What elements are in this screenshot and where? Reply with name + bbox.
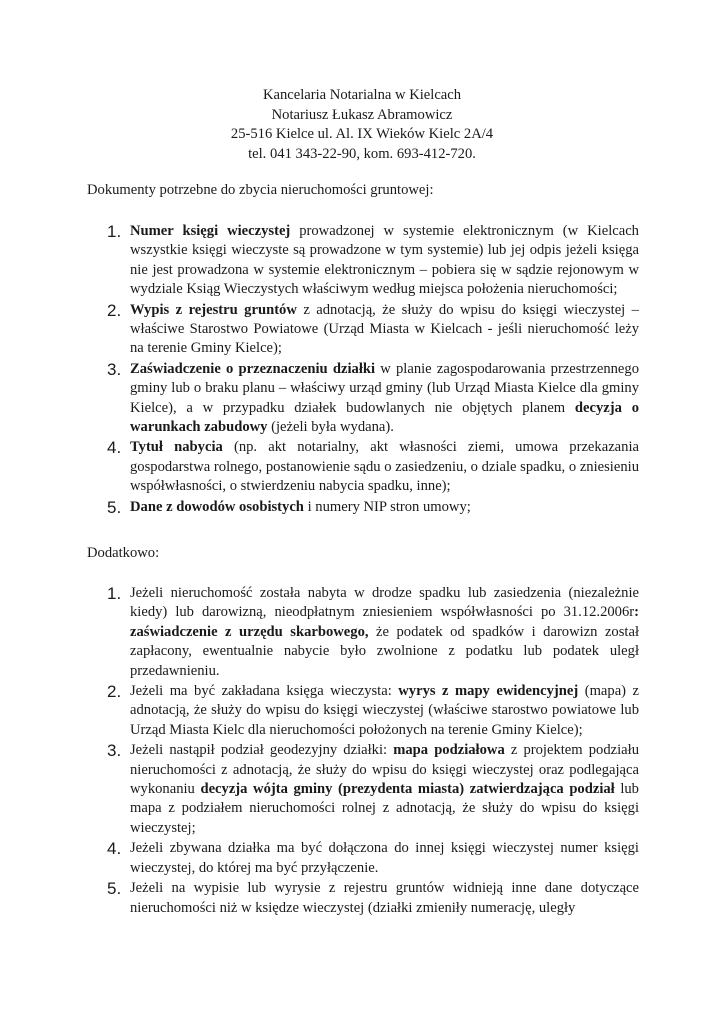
- required-document-item: [87, 222, 639, 300]
- bold-phrase: mapa podziałowa: [393, 742, 505, 759]
- additional-document-item: [87, 879, 639, 918]
- text-segment: prowadzonej w systemie elektronicznym (w Kielcach wszystkie księgi wieczyste są prowadzone w tym systemie) lub jej odpis jeżeli księga nie jest prowadzona w systemie elektronicznym – pobiera się w sądzie rejonowym w wydziale Ksiąg Wieczystych właściwym według miejsca położenia nieruchomości;: [130, 223, 639, 298]
- intro-text: Dokumenty potrzebne do zbycia nieruchomości gruntowej:: [87, 182, 434, 198]
- notary-name: Notariusz Łukasz Abramowicz: [271, 106, 453, 123]
- required-documents-list: [87, 222, 639, 518]
- list-item-text: [130, 741, 639, 838]
- list-item-number: 1.: [107, 222, 122, 241]
- list-item-number: 3.: [107, 741, 122, 761]
- text-segment: Jeżeli nastąpił podział geodezyjny działki:: [130, 742, 394, 759]
- office-address: 25-516 Kielce ul. Al. IX Wieków Kielc 2A/4: [230, 126, 494, 142]
- bold-phrase: Tytuł nabycia: [130, 439, 223, 456]
- list-item-number: 1.: [107, 584, 122, 603]
- text-segment: w planie zagospodarowania przestrzennego gminy lub o braku planu – właściwy urząd gminy (lub Urząd Miasta Kielce dla gminy Kielce), a w przypadku działek budowlanych nie objętych planem: [130, 360, 639, 416]
- text-segment: (np. akt notarialny, akt własności ziemi, umowa przekazania gospodarstwa rolnego, postanowienie sądu o zasiedzeniu, o dziale spadku, o zniesieniu współwłasności, o stwierdzeniu nabycia spadku, inne);: [130, 439, 639, 495]
- letterhead: [0, 86, 724, 164]
- bold-phrase: decyzja o warunkach zabudowy: [130, 399, 639, 436]
- text-segment: lub mapa z podziałem nieruchomości rolnej z adnotacją, że służy do wpisu do księgi wieczystej;: [130, 781, 639, 836]
- list-item-number: 4.: [107, 438, 122, 458]
- bold-phrase: : zaświadczenie z urzędu skarbowego,: [130, 604, 639, 640]
- text-segment: że podatek od spadków i darowizn został zapłacony, ewentualnie nabycie było zwolnione z podatku lub podatek uległ przedawnieniu.: [130, 623, 639, 679]
- required-document-item: [87, 360, 639, 438]
- text-segment: Jeżeli nieruchomość została nabyta w drodze spadku lub zasiedzenia (niezależnie kiedy) lub darowizną, nieodpłatnym zniesieniem współwłasności po 31.12.2006r: [130, 585, 639, 621]
- bold-phrase: Zaświadczenie o przeznaczeniu działki: [130, 360, 376, 377]
- office-name: Kancelaria Notarialna w Kielcach: [262, 87, 462, 103]
- required-document-item: [87, 498, 639, 517]
- text-segment: Jeżeli ma być zakładana księga wieczysta:: [130, 683, 399, 700]
- additional-document-item: [87, 584, 639, 681]
- list-item-number: 2.: [107, 682, 122, 702]
- list-item-text: [130, 498, 639, 517]
- bold-phrase: Dane z dowodów osobistych: [130, 498, 304, 515]
- text-segment: Jeżeli zbywana działka ma być dołączona do innej księgi wieczystej numer księgi wieczystej, do której ma być przyłączenie.: [130, 840, 639, 876]
- list-item-text: [130, 584, 639, 681]
- list-item-number: 2.: [107, 300, 122, 320]
- text-segment: i numery NIP stron umowy;: [303, 498, 471, 515]
- additional-document-item: [87, 741, 639, 838]
- additional-document-item: [87, 839, 639, 878]
- text-segment: (jeżeli była wydana).: [267, 419, 394, 436]
- office-phone: tel. 041 343-22-90, kom. 693-412-720.: [248, 145, 476, 162]
- text-segment: Jeżeli na wypisie lub wyrysie z rejestru gruntów widnieją inne dane dotyczące nieruchomości niż w księdze wieczystej (działki zmieniły numerację, uległy: [130, 880, 639, 916]
- list-item-text: [130, 438, 639, 496]
- list-item-text: [130, 222, 639, 300]
- list-item-number: 5.: [107, 879, 122, 899]
- bold-phrase: Wypis z rejestru gruntów: [130, 301, 297, 318]
- bold-phrase: decyzja wójta gminy (prezydenta miasta) zatwierdzająca podział: [200, 781, 615, 798]
- list-item-text: [130, 879, 639, 918]
- list-item-number: 5.: [107, 497, 122, 517]
- text-segment: z projektem podziału nieruchomości z adnotacją, że służy do wpisu do księgi wieczystej oraz podlegająca wykonaniu: [130, 742, 640, 798]
- additional-documents-list: [87, 584, 639, 919]
- list-item-number: 3.: [107, 359, 122, 379]
- list-item-text: [130, 839, 639, 878]
- list-item-number: 4.: [107, 839, 122, 859]
- additional-heading: Dodatkowo:: [87, 545, 160, 561]
- list-item-text: [130, 682, 639, 740]
- bold-phrase: wyrys z mapy ewidencyjnej: [398, 683, 579, 700]
- text-segment: (mapa) z adnotacją, że służy do wpisu do księgi wieczystej (właściwe starostwo powiatowe lub Urząd Miasta Kielc dla nieruchomości położonych na terenie Gminy Kielce);: [130, 683, 639, 738]
- required-document-item: [87, 438, 639, 496]
- text-segment: z adnotacją, że służy do wpisu do księgi wieczystej – właściwe Starostwo Powiatowe (Urząd Miasta w Kielcach - jeśli nieruchomość leży na terenie Gminy Kielce);: [130, 301, 639, 357]
- bold-phrase: Numer księgi wieczystej: [130, 223, 291, 239]
- required-document-item: [87, 301, 639, 359]
- list-item-text: [130, 360, 639, 438]
- additional-document-item: [87, 682, 639, 740]
- list-item-text: [130, 301, 639, 359]
